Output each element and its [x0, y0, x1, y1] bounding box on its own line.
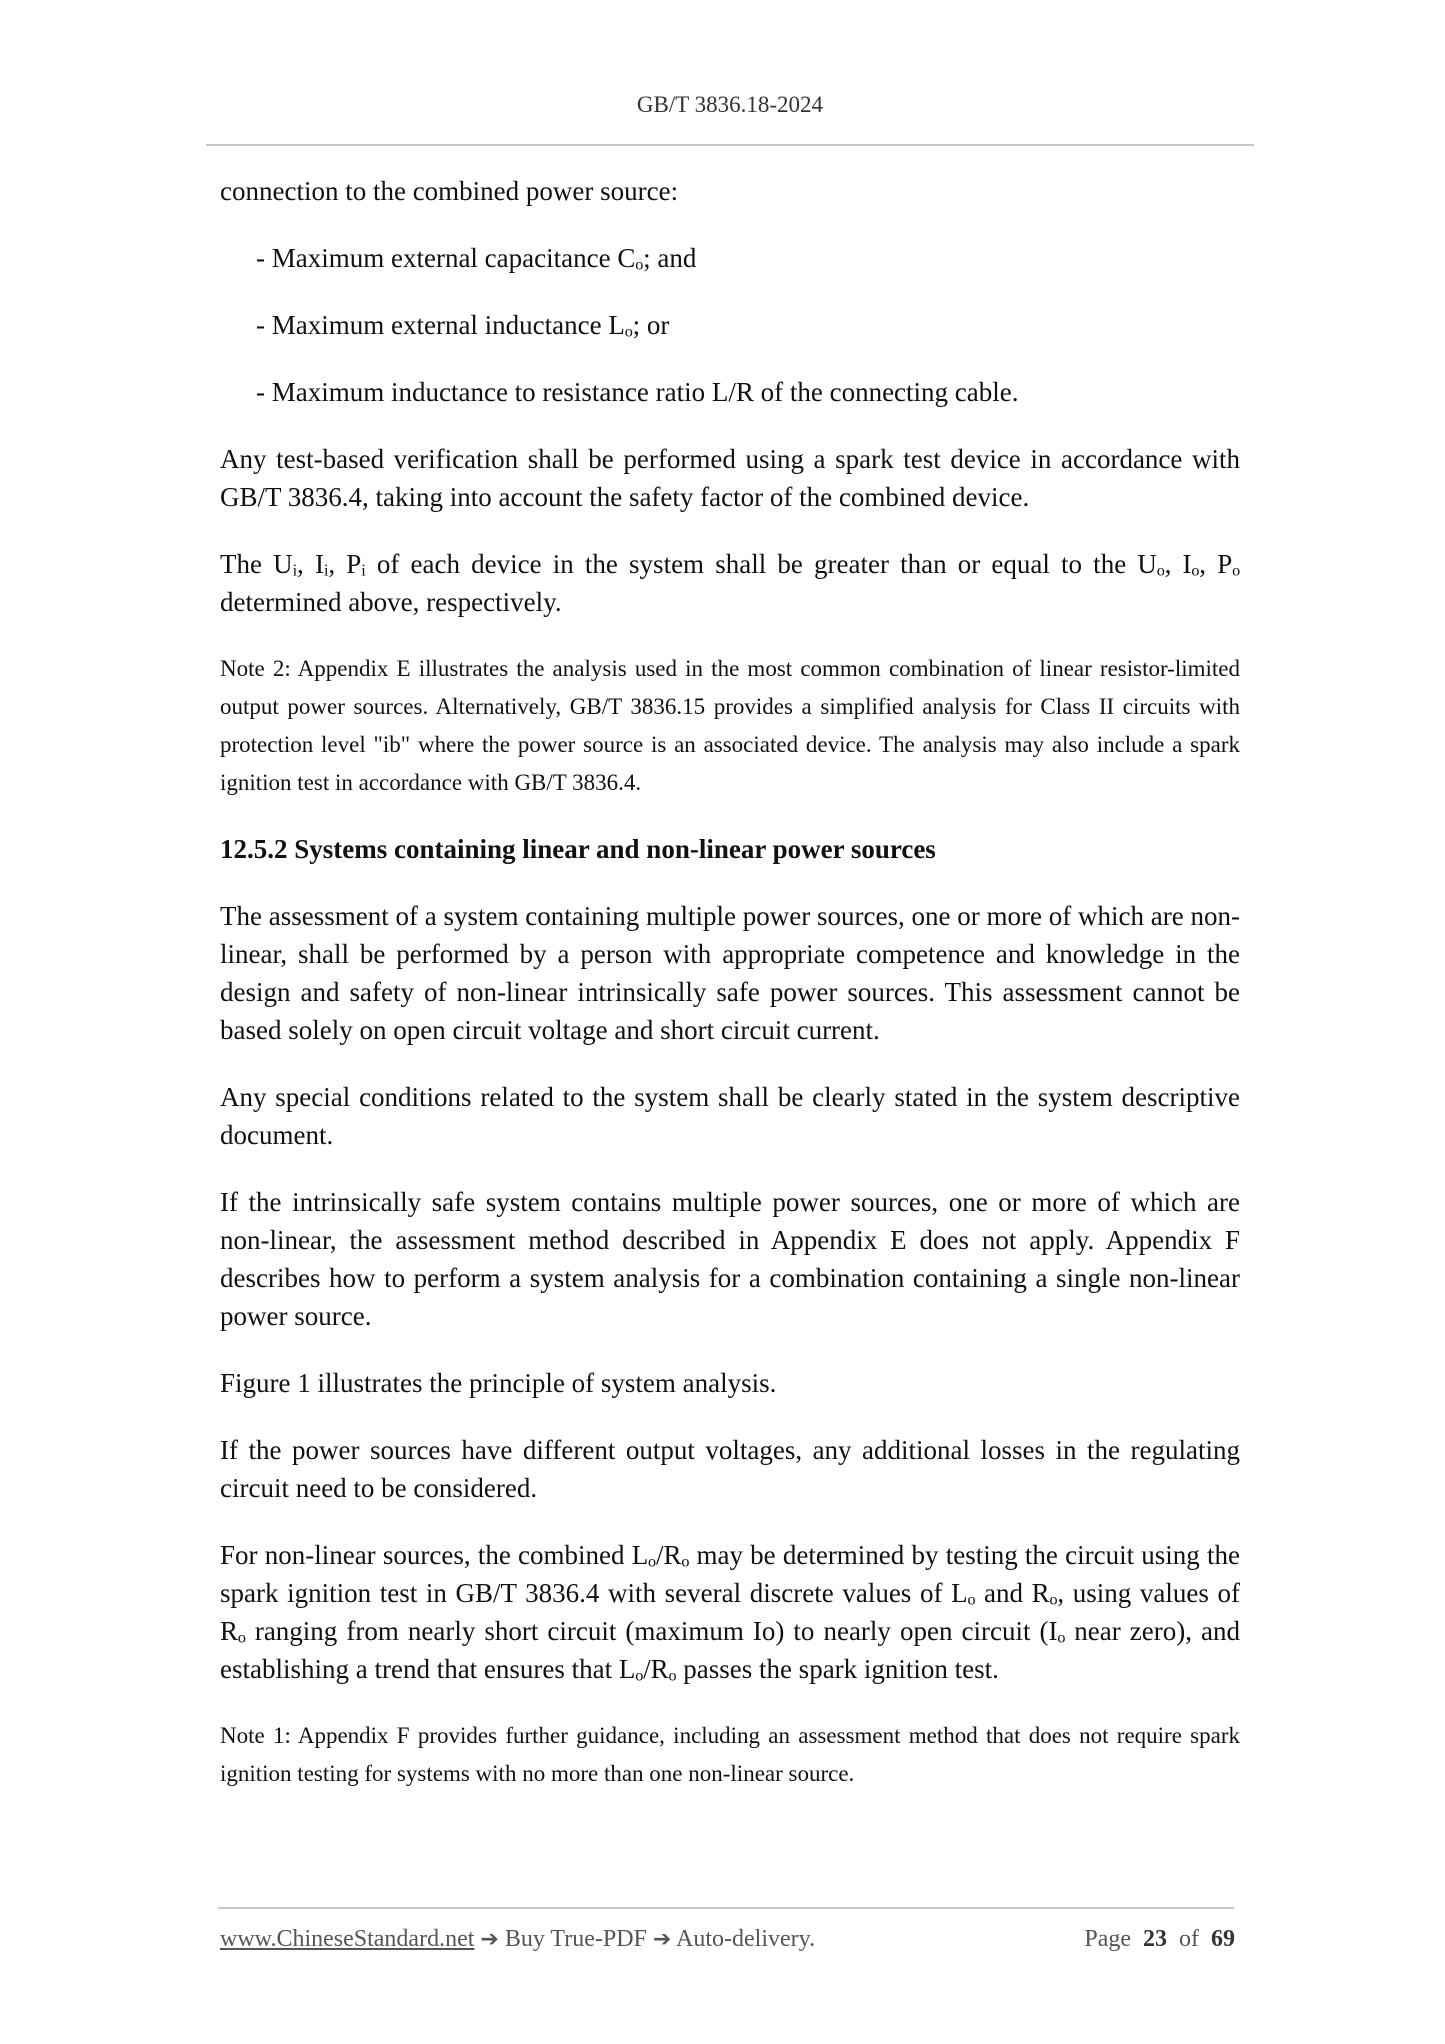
list-item: - Maximum inductance to resistance ratio L/R of the connecting cable.: [256, 377, 1019, 407]
page-number: [1084, 1926, 1235, 1953]
paragraph-output-voltages: If the power sources have different output voltages, any additional losses in the regulating circuit need to be considered.: [220, 1435, 1240, 1503]
list-item: - Maximum external capacitance Cₒ; and: [256, 243, 697, 273]
list-item: - Maximum external inductance Lₒ; or: [256, 310, 670, 340]
paragraph-figure-reference: Figure 1 illustrates the principle of system analysis.: [220, 1368, 777, 1398]
document-body: [220, 172, 1240, 1821]
paragraph-appendix-reference: If the intrinsically safe system contains multiple power sources, one or more of which are non-linear, the assessment method described in Appendix E does not apply. Appendix F describes how to perform a system analysis for a combination containing a single non-linear power source.: [220, 1187, 1240, 1331]
footer-divider: [218, 1907, 1234, 1909]
document-header-title: GB/T 3836.18-2024: [636, 92, 824, 117]
intro-text: connection to the combined power source:: [220, 176, 679, 206]
section-heading: 12.5.2 Systems containing linear and non-linear power sources: [220, 834, 936, 864]
page-label: Page: [1084, 1926, 1131, 1952]
buy-pdf-text: Buy True-PDF: [504, 1926, 647, 1952]
arrow-right-icon: ➔: [652, 1927, 672, 1952]
arrow-right-icon: ➔: [480, 1927, 499, 1952]
footer-promo: [220, 1926, 815, 1953]
paragraph-assessment: The assessment of a system containing multiple power sources, one or more of which are non-linear, shall be performed by a person with appropriate competence and knowledge in the design and safety of non-linear intrinsically safe power sources. This assessment cannot be based solely on open circuit voltage and short circuit current.: [220, 901, 1240, 1045]
header-divider: [206, 144, 1254, 146]
paragraph-nonlinear-sources: For non-linear sources, the combined Lₒ/Rₒ may be determined by testing the circuit using the spark ignition test in GB/T 3836.4 with several discrete values of Lₒ and Rₒ, using values of Rₒ ranging from nearly short circuit (maximum Io) to nearly open circuit (Iₒ near zero), and establishing a trend that ensures that Lₒ/Rₒ passes the spark ignition test.: [220, 1540, 1240, 1684]
note-1: Note 1: Appendix F provides further guidance, including an assessment method that does not require spark ignition testing for systems with no more than one non-linear source.: [220, 1723, 1240, 1786]
current-page: 23: [1143, 1926, 1167, 1952]
paragraph-parameter-comparison: The Uᵢ, Iᵢ, Pᵢ of each device in the system shall be greater than or equal to the Uₒ, Iₒ, Pₒ determined above, respectively.: [220, 549, 1240, 617]
of-label: of: [1179, 1926, 1199, 1952]
note-2: Note 2: Appendix E illustrates the analysis used in the most common combination of linear resistor-limited output power sources. Alternatively, GB/T 3836.15 provides a simplified analysis for Class II circuits with protection level "ib" where the power source is an associated device. The analysis may also include a spark ignition test in accordance with GB/T 3836.4.: [220, 656, 1240, 795]
total-pages: 69: [1211, 1926, 1235, 1952]
paragraph-special-conditions: Any special conditions related to the system shall be clearly stated in the system descriptive document.: [220, 1082, 1240, 1150]
delivery-text: Auto-delivery.: [676, 1926, 816, 1952]
website-link[interactable]: www.ChineseStandard.net: [220, 1926, 475, 1952]
paragraph-test-verification: Any test-based verification shall be performed using a spark test device in accordance with GB/T 3836.4, taking into account the safety factor of the combined device.: [220, 444, 1240, 512]
